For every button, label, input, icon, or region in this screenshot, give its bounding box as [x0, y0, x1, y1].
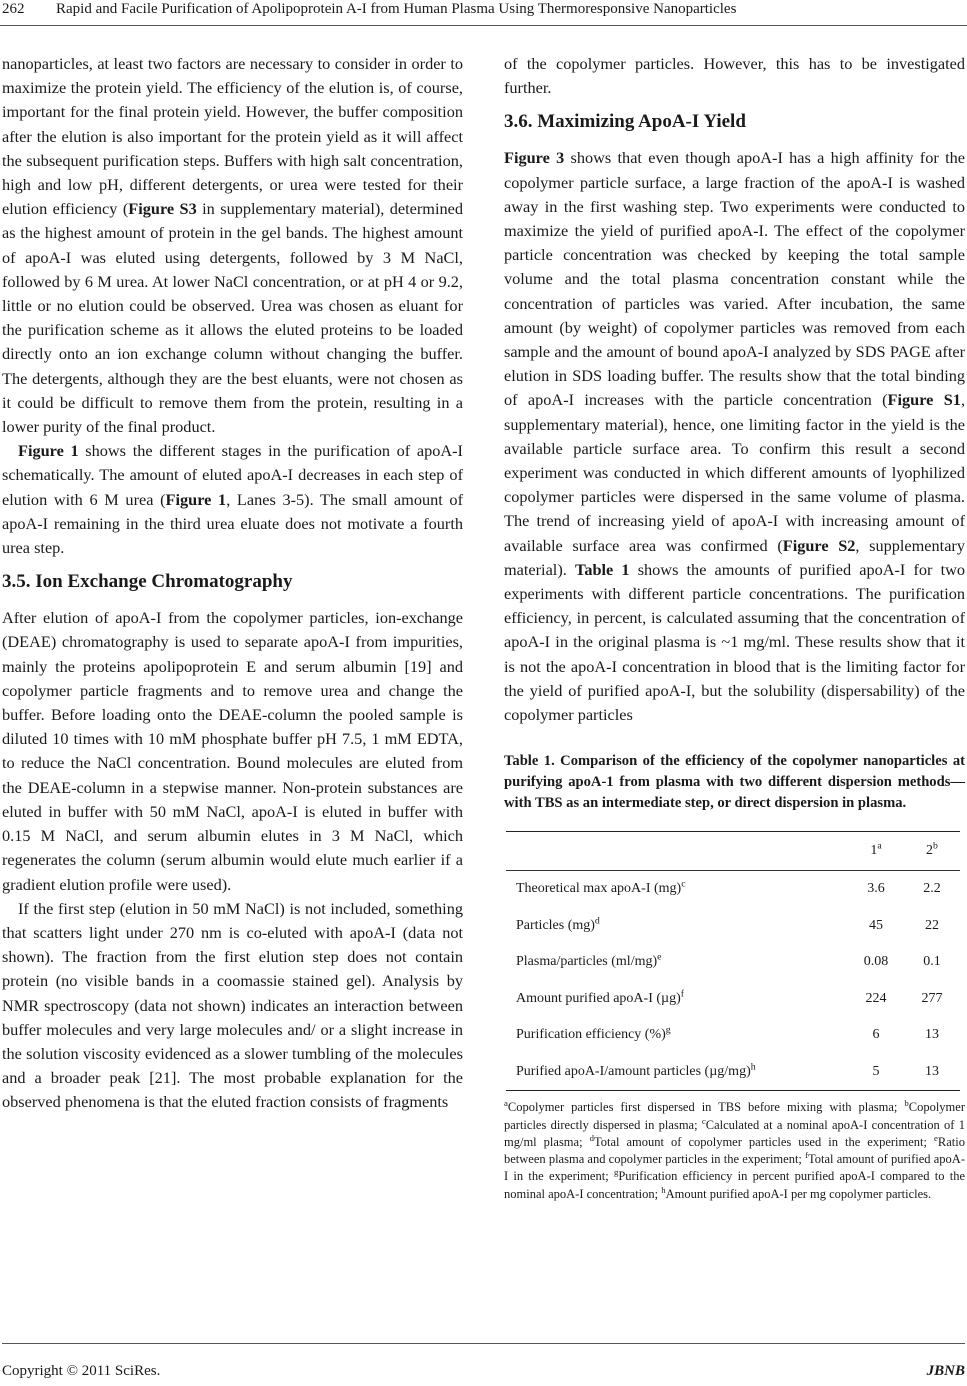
table-cell: 5 — [848, 1054, 904, 1091]
left-column — [2, 52, 463, 1115]
table-ref[interactable]: Table 1 — [574, 559, 630, 579]
table-row — [506, 1017, 960, 1054]
figure-ref[interactable]: Figure S1 — [887, 390, 961, 410]
journal-name: JBNB — [926, 1363, 965, 1379]
table-row — [506, 871, 960, 908]
row-label: Amount purified apoA-I $(\mu g)^f$ — [516, 988, 685, 1006]
table-header-row — [506, 832, 960, 871]
right-column — [504, 52, 965, 1203]
column-header: 1$^a$ — [848, 832, 904, 871]
paragraph: Figure 1 shows the different stages in the purification of apoA-I schematically. The amount of eluted apoA-I decreases in each step of elution with 6 M urea (Figure 1, Lanes 3-5). The small amount of apoA-I remaining in the third urea eluate does not motivate a fourth urea step. — [2, 441, 463, 558]
table-cell: 0.08 — [863, 954, 889, 970]
footer-rule — [2, 1343, 965, 1344]
row-label: Particles (mg)$^d$ — [516, 915, 600, 933]
table-row — [506, 981, 960, 1018]
copyright-notice: Copyright © 2011 SciRes. — [2, 1363, 161, 1379]
table-row — [506, 908, 960, 945]
paragraph: If the first step (elution in 50 mM NaCl) is not included, something that scatters light under 270 nm is co-eluted with apoA-I (data not shown). The fraction from the first elution step does not contain protein (no visible bands in a coomassie stained gel). Analysis by NMR spectroscopy (data not shown) indicates an interaction between buffer molecules and very large molecules and/ or a slight increase in the solution viscosity evidenced as a slower tumbling of the molecules and a broader peak [21]. The most probable explanation for the observed phenomena is that the eluted fraction consists of fragments — [2, 898, 463, 1112]
row-label: Plasma/particles $(ml/mg)^e$ — [516, 951, 662, 970]
column-header: 2$^b$ — [904, 832, 960, 871]
table-cell: 22 — [925, 917, 939, 933]
table-cell: 224 — [865, 990, 887, 1006]
row-label: Theoretical max apoA-I (mg)$^c$ — [516, 878, 686, 897]
table-row — [506, 944, 960, 981]
data-table — [506, 831, 960, 1091]
page-header — [0, 0, 967, 24]
figure-ref[interactable]: Figure 3 — [504, 148, 565, 168]
table-cell: 3.6 — [867, 881, 885, 897]
table-caption: Table 1. Comparison of the efficiency of the copolymer nanoparticles at purifying apoA-1 from plasma with two different dispersion methods—with TBS as an intermediate step, or direct dispersion in plasma. — [504, 753, 965, 812]
figure-ref[interactable]: Figure 1 — [165, 489, 227, 509]
paragraph: After elution of apoA-I from the copolymer particles, ion-exchange (DEAE) chromatography is used to separate apoA-I from impurities, mainly the proteins apolipoprotein E and serum albumin [19] and copolymer particle fragments and to remove urea and change the buffer. Before loading onto the DEAE-column the pooled sample is diluted 10 times with 10 mM phosphate buffer pH 7.5, 1 mM EDTA, to reduce the NaCl concentration. Bound molecules are eluted from the DEAE-column in a stepwise manner. Non-protein substances are eluted in buffer with 50 mM NaCl, apoA-I is eluted in buffer with 0.15 M NaCl, and serum albumin elutes in 3 M NaCl, which regenerates the column (serum albumin would elute much earlier if a gradient elution profile were used). — [2, 608, 463, 894]
header-empty-cell — [506, 832, 848, 871]
section-heading: 3.5. Ion Exchange Chromatography — [2, 571, 293, 593]
table-cell: 277 — [921, 990, 943, 1006]
paragraph: of the copolymer particles. However, this has to be investigated further. — [504, 54, 965, 98]
table-cell: 0.1 — [923, 954, 941, 970]
table-cell: 6 — [872, 1027, 880, 1043]
figure-ref[interactable]: Figure S2 — [782, 535, 856, 555]
figure-ref[interactable]: Figure S3 — [128, 199, 197, 219]
table-cell: 13 — [925, 1027, 939, 1043]
figure-ref[interactable]: Figure 1 — [18, 441, 79, 461]
table-cell: 2.2 — [923, 881, 941, 897]
row-label: Purified apoA-I/amount particles $(\mu g/mg)^h$ — [506, 1054, 848, 1091]
page-footer — [2, 1343, 965, 1379]
table-cell: 13 — [904, 1054, 960, 1091]
section-heading: 3.6. Maximizing ApoA-I Yield — [504, 111, 746, 133]
header-rule — [0, 25, 967, 26]
running-title: Rapid and Facile Purification of Apolipoprotein A-I from Human Plasma Using Thermoresponsive Nanoparticles — [56, 1, 737, 17]
table-footnotes: $^a$Copolymer particles first dispersed in TBS before mixing with plasma; $^b$Copolymer particles directly dispersed in plasma; $^c$Calculated at a nominal apoA-I concentration of 1 mg/ml plasma; $^d$Total amount of copolymer particles used in the experiment; $^e$Ratio between plasma and copolymer particles in the experiment; $^f$Total amount of purified apoA-I in the experiment; $^g$Purification efficiency in percent purified apoA-I compared to the nominal apoA-I concentration; $^h$Amount purified apoA-I per mg copolymer particles. — [504, 1098, 966, 1201]
page-number: 262 — [2, 1, 25, 17]
paragraph: Figure 3 shows that even though apoA-I has a high affinity for the copolymer particle surface, a large fraction of the apoA-I is washed away in the first washing step. Two experiments were conducted to maximize the yield of purified apoA-I. The effect of the copolymer particle concentration was checked by keeping the total sample volume and the total plasma concentration constant while the concentration of particles was varied. After incubation, the same amount (by weight) of copolymer particles was removed from each sample and the amount of bound apoA-I analyzed by SDS PAGE after elution in SDS loading buffer. The results show that the total binding of apoA-I increases with the particle concentration (Figure S1, supplementary material), hence, one limiting factor in the yield is the available particle surface area. To confirm this result a second experiment was conducted in which different amounts of lyophilized copolymer particles were dispersed in the same volume of plasma. The trend of increasing yield of apoA-I with increasing amount of available surface area was confirmed (Figure S2, supplementary material). Table 1 shows the amounts of purified apoA-I for two experiments with different particle concentrations. The purification efficiency, in percent, is calculated assuming that the concentration of apoA-I in the original plasma is ~1 mg/ml. These results show that it is not the apoA-I concentration in blood that is the limiting factor for the yield of purified apoA-I, but the solubility (dispersability) of the copolymer particles — [504, 148, 966, 725]
table-cell: 45 — [869, 917, 884, 933]
row-label: Purification efficiency (%)$^g$ — [516, 1024, 671, 1043]
paragraph: nanoparticles, at least two factors are necessary to consider in order to maximize the protein yield. The efficiency of the elution is, of course, important for the final protein yield. However, the buffer composition after the elution is also important for the protein yield as it will affect the subsequent purification steps. Buffers with high salt concentration, high and low pH, different detergents, or urea were tested for their elution efficiency (Figure S3 in supplementary material), determined as the highest amount of protein in the gel bands. The highest amount of apoA-I was eluted using detergents, followed by 3 M NaCl, followed by 6 M urea. At lower NaCl concentration, or at pH 4 or 9.2, little or no elution could be observed. Urea was chosen as eluant for the purification scheme as it allows the eluted proteins to be loaded directly onto an ion exchange column without changing the buffer. The detergents, although they are the best eluants, were not chosen as it could be difficult to remove them from the protein, resulting in a lower purity of the final product. — [2, 54, 464, 437]
table-row — [506, 1054, 960, 1091]
